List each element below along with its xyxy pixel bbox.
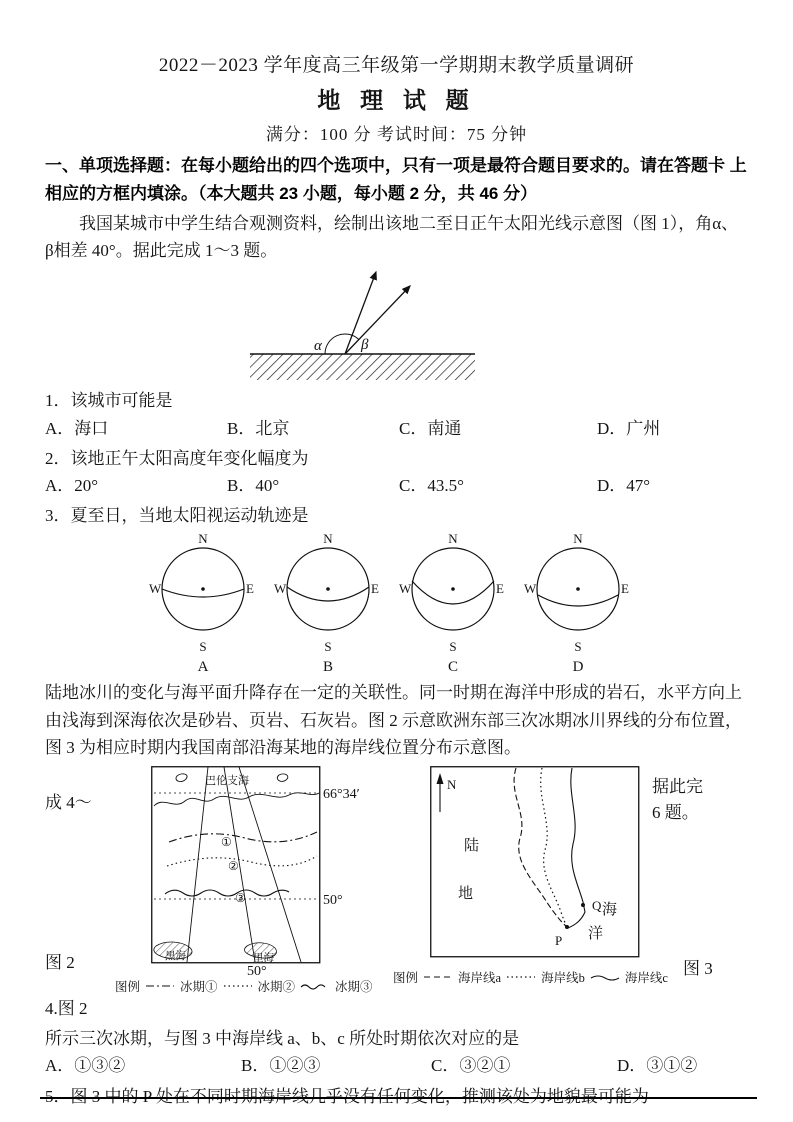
q1-option-c: C．南通 (399, 418, 462, 438)
q1-option-a: A．海口 (45, 418, 109, 438)
figure2-legend (115, 977, 373, 995)
question-4-stem-line1: 4.图 2 (45, 998, 88, 1018)
passage-1: 我国某城市中学生结合观测资料，绘制出该地二至日正午太阳光线示意图（图 1），角α、 β相差 40°。据此完成 1～3 题。 (45, 214, 739, 261)
q4-option-b: B．①②③ (241, 1056, 321, 1076)
compass-w: W (149, 581, 162, 597)
compass-n: N (448, 533, 458, 547)
diagram-letter-d: D (572, 659, 584, 676)
figure3-legend-item-c: 海岸线c (624, 970, 668, 985)
compass-n: N (573, 533, 583, 547)
coastline-a-line-sample (423, 972, 453, 982)
point-q-label: Q (592, 897, 602, 913)
compass-n: N (198, 533, 208, 547)
sea-label-1: 海 (602, 901, 618, 918)
compass-e: E (621, 581, 629, 597)
page-footer-rule (40, 1097, 757, 1099)
sea-label-2: 洋 (588, 925, 604, 942)
compass-s: S (199, 639, 207, 654)
compass-w: W (524, 581, 537, 597)
exam-meta: 满分：100 分 考试时间：75 分钟 (265, 125, 528, 144)
exam-title: 2022－2023 学年度高三年级第一学期期末教学质量调研 (158, 55, 635, 76)
sun-path-option-d (522, 533, 634, 676)
point-p-dot (565, 925, 569, 929)
sun-path-circle-c (397, 533, 509, 653)
land-label-2: 地 (458, 885, 474, 902)
q4-option-a: A．①③② (45, 1056, 126, 1076)
black-sea-label: 黑海 (165, 950, 186, 962)
caspian-sea-label: 里海 (253, 952, 274, 964)
figure3-legend-item-a: 海岸线a (458, 970, 502, 985)
ice-boundary-1 (169, 832, 317, 842)
glacier-1-line-sample (145, 981, 175, 991)
question-2-options (45, 472, 748, 499)
compass-e: E (371, 581, 379, 597)
question-3-stem: 3．夏至日，当地太阳视运动轨迹是 (45, 506, 309, 526)
question-1-options (45, 415, 748, 442)
sun-path-option-c (397, 533, 509, 676)
question-4-stem-line2: 所示三次冰期，与图 3 中海岸线 a、b、c 所处时期依次对应的是 (45, 1029, 520, 1049)
compass-w: W (399, 581, 412, 597)
q2-option-d: D．47° (597, 476, 651, 495)
figure3-legend-title: 图例 (393, 970, 419, 985)
figure3-border (431, 767, 639, 957)
glacier-3-line-sample (300, 981, 330, 991)
figure2-glacier-map (151, 766, 375, 986)
figure3-legend-item-b: 海岸线b (541, 970, 585, 985)
q1-option-d: D．广州 (597, 418, 661, 438)
coastline-c-line-sample (590, 972, 620, 982)
diagram-letter-b: B (322, 659, 333, 676)
figure2-caption: 图 2 (45, 952, 75, 972)
sun-path-option-b (272, 533, 384, 676)
point-q-dot (581, 903, 585, 907)
ice-line-3-label: ③ (235, 890, 246, 905)
sun-path-circle-d (522, 533, 634, 653)
sun-path-option-a (147, 533, 259, 676)
figures-2-3-section (45, 764, 748, 992)
sun-path-diagrams (147, 533, 748, 676)
question-1-stem: 1．该城市可能是 (45, 391, 173, 411)
diagram-letter-c: C (447, 659, 458, 676)
arctic-latitude-label: 66°34′ (323, 786, 360, 802)
north-label: N (447, 776, 457, 792)
q4-option-d: D．③①② (617, 1056, 698, 1076)
subject-title: 地 理 试 题 (317, 88, 476, 113)
figure3-caption: 图 3 (683, 958, 713, 978)
ground-hatch (250, 354, 475, 380)
sun-path-circle-a (147, 533, 259, 653)
figure1-container (242, 266, 748, 384)
passage-2: 陆地冰川的变化与海平面升降存在一定的关联性。同一时期在海洋中形成的岩石，水平方向上由浅海到深海依次是砂岩、页岩、石灰岩。图 2 示意欧洲东部三次冰期冰川界线的分布位置，图 3 为相应时期内我国南部沿海某地的海岸线位置分布示意图。 (45, 683, 742, 757)
q2-option-b: B．40° (227, 476, 280, 495)
beta-label: β (361, 337, 369, 354)
alpha-label: α (314, 338, 322, 355)
figure2-legend-item-3: 冰期③ (335, 979, 373, 994)
q1-option-b: B．北京 (227, 418, 290, 438)
point-p-label: P (555, 932, 563, 948)
figure3-legend (393, 968, 668, 986)
ice-line-2-label: ② (228, 858, 239, 873)
meridian-lines (187, 767, 301, 962)
figure2-legend-item-2: 冰期② (257, 979, 296, 994)
glacier-2-line-sample (223, 981, 253, 991)
q2-option-c: C．43.5° (399, 476, 464, 495)
ice-boundary-2 (167, 856, 317, 866)
q4-option-c: C．③②① (431, 1056, 511, 1076)
wrapped-text-right-1: 据此完 (652, 776, 703, 796)
ice-boundary-3 (165, 890, 289, 896)
figure3-coastline-map (430, 766, 645, 960)
figure1-sun-rays-diagram (242, 266, 492, 382)
barents-sea-label: 巴伦支海 (205, 774, 249, 787)
compass-n: N (323, 533, 333, 547)
compass-s: S (449, 639, 457, 654)
coastline-b-line-sample (506, 972, 536, 982)
longitude-50-label: 50° (247, 963, 267, 979)
ice-line-1-label: ① (221, 834, 232, 849)
diagram-letter-a: A (197, 659, 209, 676)
land-label-1: 陆 (464, 837, 480, 854)
compass-e: E (246, 581, 254, 597)
q2-option-a: A．20° (45, 476, 99, 495)
compass-s: S (574, 639, 582, 654)
sun-ray-2 (345, 286, 410, 354)
north-arrow-head (437, 773, 444, 784)
compass-s: S (324, 639, 332, 654)
compass-w: W (274, 581, 287, 597)
wrapped-text-right-2: 6 题。 (652, 802, 699, 822)
coastline-a-path (514, 768, 567, 927)
coastline-b-path (541, 768, 567, 927)
section-1-instructions: 一、单项选择题：在每小题给出的四个选项中，只有一项是最符合题目要求的。请在答题卡 上相应的方框内填涂。（本大题共 23 小题，每小题 2 分，共 46 分） (45, 156, 747, 203)
question-5-stem: 5．图 3 中的 P 处在不同时期海岸线几乎没有任何变化，推测该处为地貌最可能为 (45, 1086, 649, 1106)
question-2-stem: 2．该地正午太阳高度年变化幅度为 (45, 448, 309, 468)
question-4-options (45, 1052, 748, 1079)
figure2-legend-title: 图例 (115, 979, 141, 994)
figure2-legend-item-1: 冰期① (180, 979, 218, 994)
wrapped-text-left: 成 4～ (45, 792, 92, 812)
latitude-50-label: 50° (323, 892, 343, 908)
sun-path-circle-b (272, 533, 384, 653)
compass-e: E (496, 581, 504, 597)
